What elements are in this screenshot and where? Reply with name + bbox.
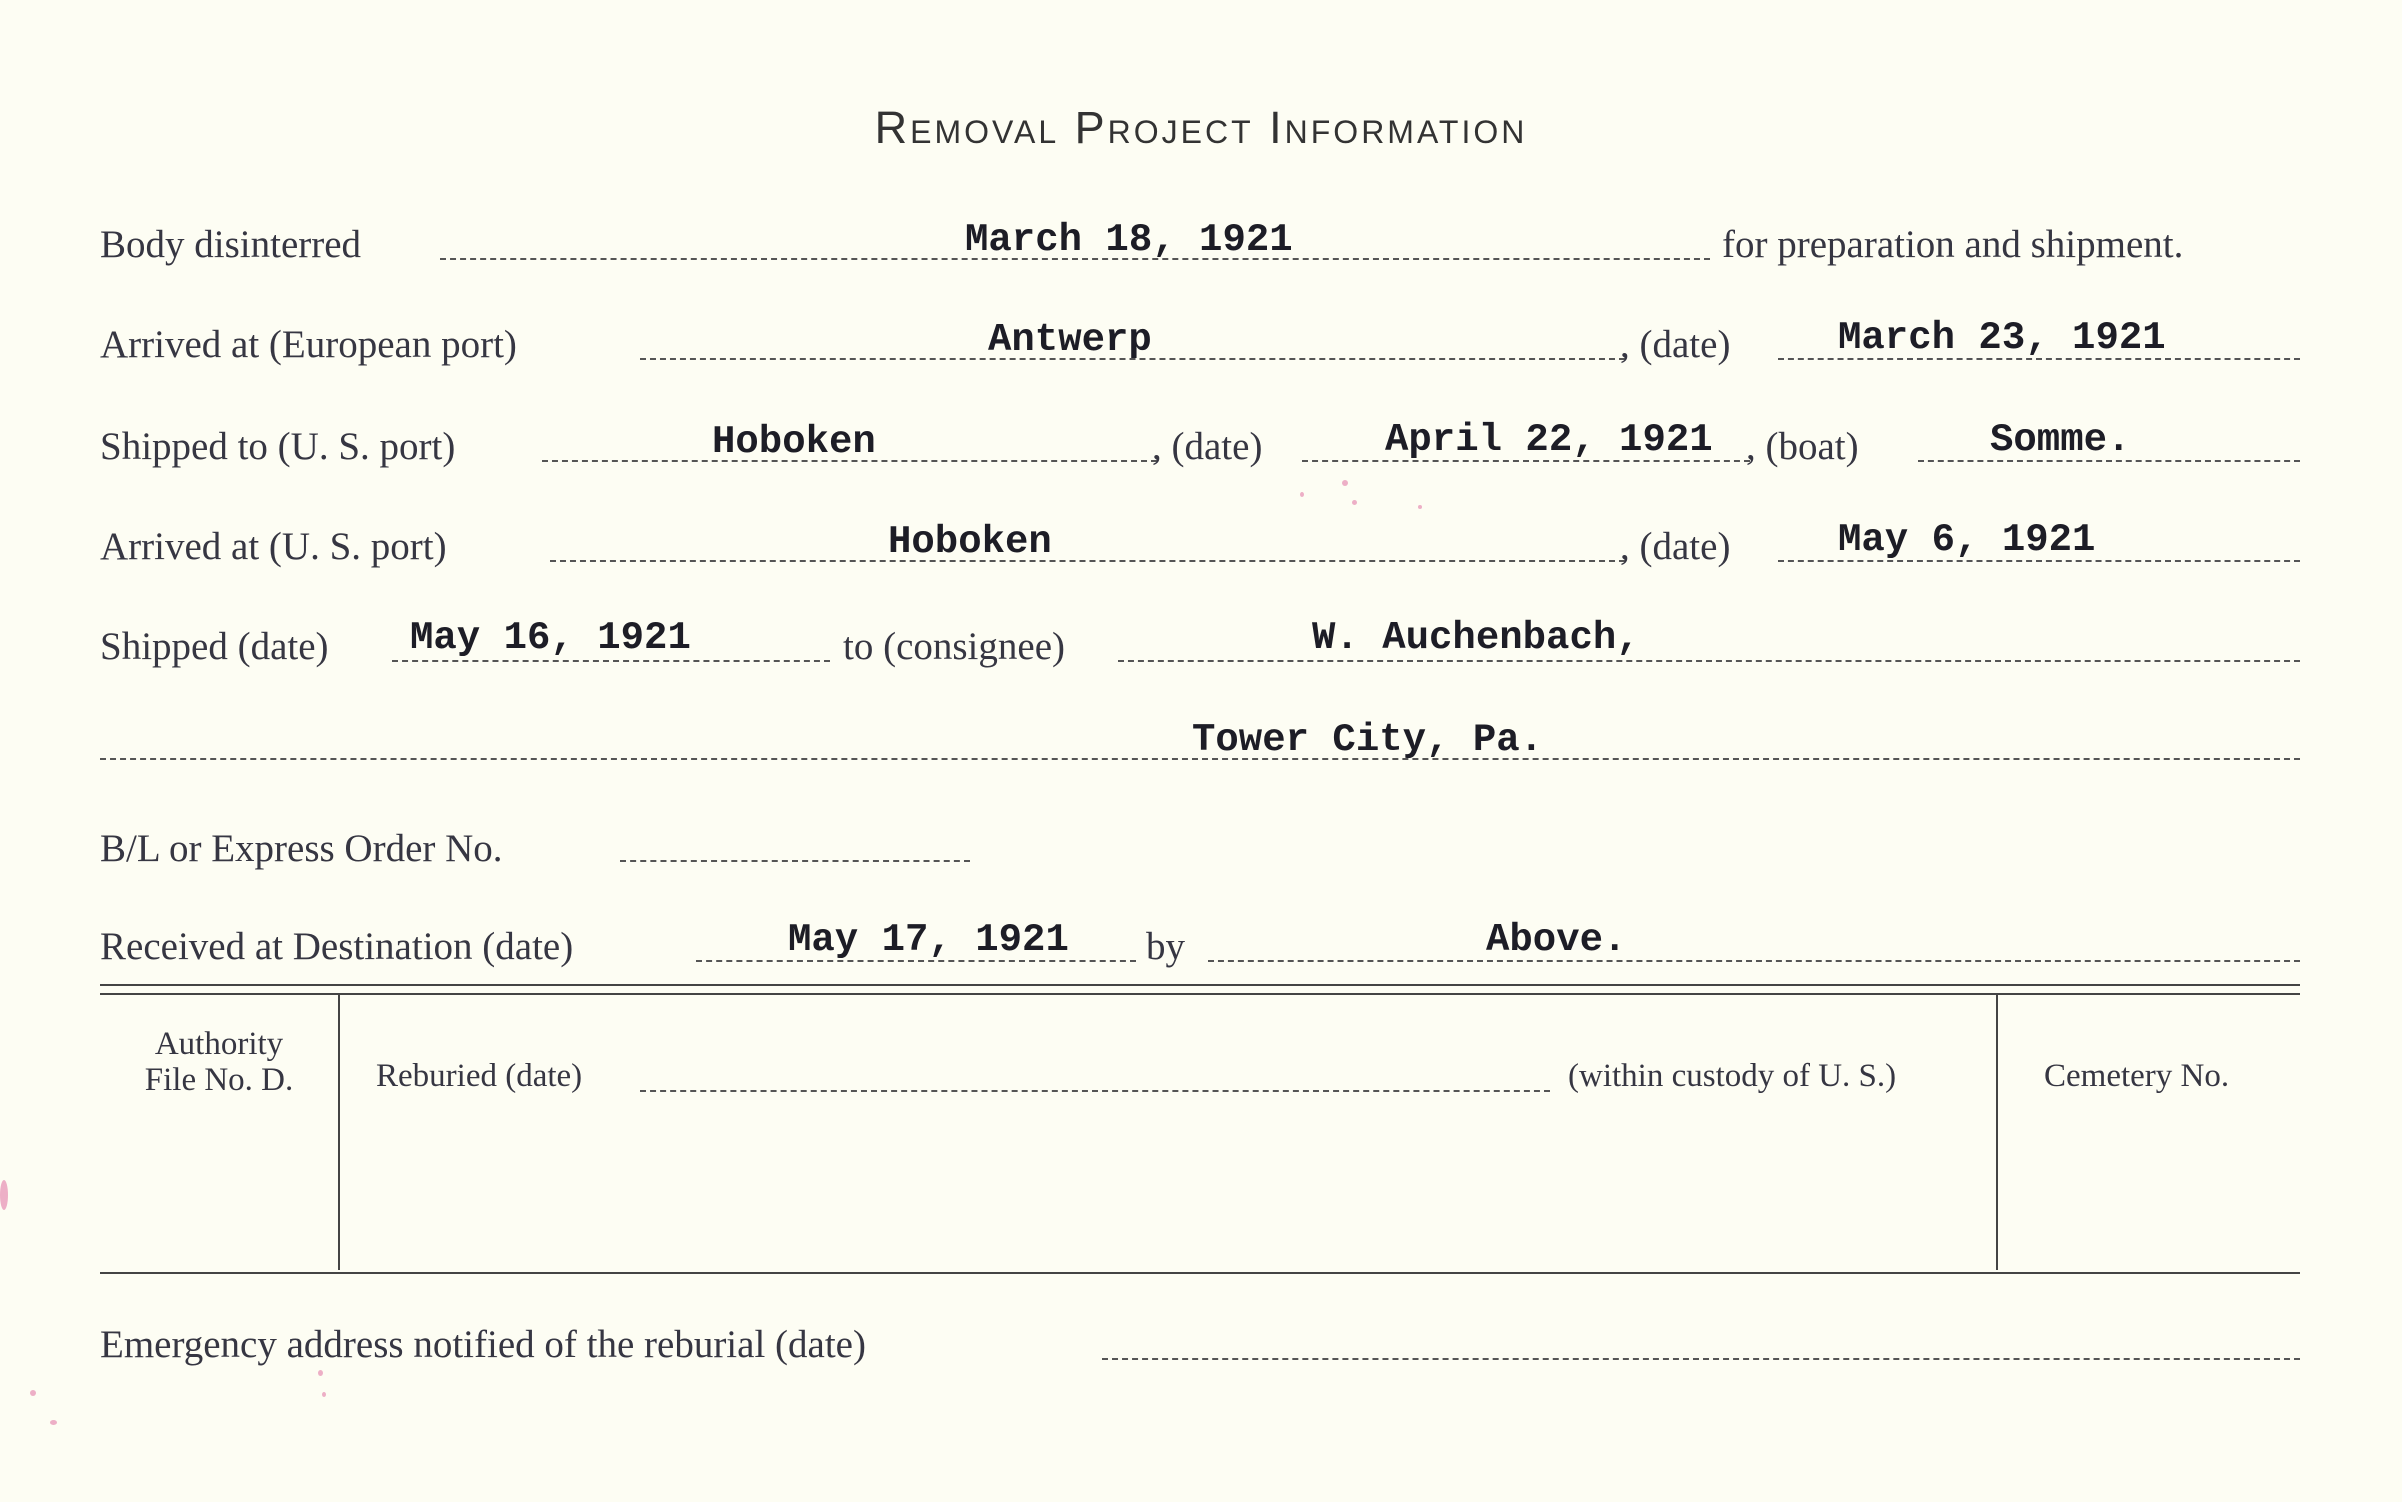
- arrived-us-value: Hoboken: [888, 520, 1052, 564]
- received-date: May 17, 1921: [788, 918, 1069, 962]
- box-divider-left: [338, 995, 340, 1270]
- ink-stain: [50, 1420, 57, 1425]
- received-by: Above.: [1486, 918, 1627, 962]
- arrived-us-line: [550, 560, 1625, 562]
- boat-label: , (boat): [1746, 425, 1859, 468]
- ink-stain: [322, 1392, 326, 1397]
- disinterred-suffix: for preparation and shipment.: [1722, 223, 2184, 266]
- consignee-value: W. Auchenbach,: [1312, 616, 1640, 660]
- shipped-us-date: April 22, 1921: [1385, 418, 1713, 462]
- reburied-line: [640, 1090, 1550, 1092]
- ink-stain: [0, 1180, 8, 1210]
- arrived-us-date-label: , (date): [1620, 525, 1731, 568]
- box-top-rule-2: [100, 993, 2300, 995]
- shipped-us-value: Hoboken: [712, 420, 876, 464]
- consignee-line: [1118, 660, 2300, 662]
- card-title: Removal Project Information: [874, 102, 1528, 153]
- european-port-label: Arrived at (European port): [100, 323, 517, 366]
- emergency-line: [1102, 1358, 2300, 1360]
- european-port-value: Antwerp: [988, 318, 1152, 362]
- received-label: Received at Destination (date): [100, 925, 574, 968]
- bl-label: B/L or Express Order No.: [100, 827, 503, 870]
- shipped-date-value: May 16, 1921: [410, 616, 691, 660]
- box-divider-right: [1996, 995, 1998, 1270]
- box-bottom-rule: [100, 1272, 2300, 1274]
- ink-stain: [1300, 492, 1304, 497]
- emergency-label: Emergency address notified of the reburial (date): [100, 1323, 866, 1366]
- ink-stain: [318, 1370, 323, 1376]
- bl-line: [620, 860, 970, 862]
- authority-line-2: File No. D.: [144, 1062, 294, 1098]
- shipped-us-date-label: , (date): [1152, 425, 1263, 468]
- disinterred-label: Body disinterred: [100, 223, 362, 266]
- shipped-us-label: Shipped to (U. S. port): [100, 425, 456, 468]
- ink-stain: [30, 1390, 36, 1396]
- european-port-date-label: , (date): [1620, 323, 1731, 366]
- reburied-label: Reburied (date): [376, 1058, 583, 1094]
- ink-stain: [1352, 500, 1357, 505]
- boat-value: Somme.: [1990, 418, 2131, 462]
- authority-line-1: Authority: [154, 1026, 284, 1062]
- consignee-address: Tower City, Pa.: [1192, 718, 1544, 762]
- disinterred-value: March 18, 1921: [965, 218, 1293, 262]
- consignee-label: to (consignee): [843, 625, 1066, 668]
- arrived-us-label: Arrived at (U. S. port): [100, 525, 447, 568]
- by-label: by: [1146, 925, 1185, 968]
- european-port-date: March 23, 1921: [1838, 316, 2166, 360]
- shipped-date-label: Shipped (date): [100, 625, 329, 668]
- custody-label: (within custody of U. S.): [1568, 1058, 1897, 1094]
- ink-stain: [1418, 505, 1422, 509]
- authority-label: [110, 1026, 328, 1098]
- shipped-date-line: [392, 660, 830, 662]
- arrived-us-date: May 6, 1921: [1838, 518, 2096, 562]
- cemetery-label: Cemetery No.: [2044, 1058, 2230, 1094]
- ink-stain: [1342, 480, 1348, 486]
- by-line: [1208, 960, 2300, 962]
- box-top-rule-1: [100, 984, 2300, 986]
